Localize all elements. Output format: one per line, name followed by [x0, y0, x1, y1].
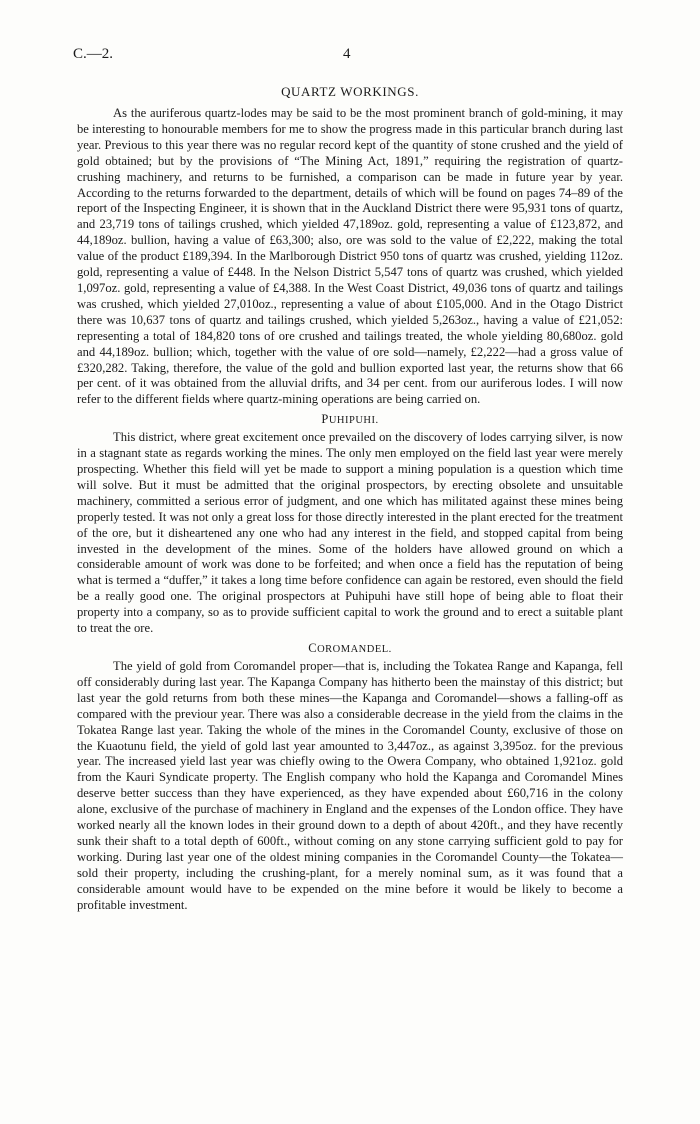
- paragraph-coromandel: The yield of gold from Coromandel proper—that is, including the Tokatea Range and Kapanga, fell off considerably during last year. The Kapanga Company has hitherto been the mainstay of this district; but last year the gold returns from both these mines—the Kapanga and Coromandel—shows a falling-off as compared with the previour year. There was also a considerable decrease in the yield from the claims in the Tokatea Range last year. Taking the whole of the mines in the Coromandel County, exclusive of those on the Kuaotunu field, the yield of gold last year amounted to 3,447oz., as against 3,395oz. for the previous year. The increased yield last year was chiefly owing to the Owera Company, who obtained 1,921oz. gold from the Kauri Syndicate property. The English company who hold the Kapanga and Coromandel Mines deserve better success than they have experienced, as they have expended about £60,716 in the colony alone, exclusive of the purchase of machinery in England and the expenses of the London office. They have worked nearly all the known lodes in their ground down to a depth of about 420ft., and they have recently sunk their shaft to a total depth of 600ft., without coming on any stone carrying sufficient gold to pay for working. During last year one of the oldest mining companies in the Coromandel County—the Tokatea—sold their property, including the crushing-plant, for a merely nominal sum, as it was found that a considerable amount would have to be expended on the mine before it would be likely to become a profitable investment.: [77, 659, 623, 912]
- section-heading-puhipuhi: [77, 412, 623, 427]
- page-number: 4: [343, 46, 351, 62]
- document-reference: C.—2.: [73, 46, 114, 62]
- paragraph-quartz-workings: As the auriferous quartz-lodes may be said to be the most prominent branch of gold-mining, it may be interesting to honourable members for me to show the progress made in this particular branch during last year. Previous to this year there was no regular record kept of the quantity of stone crushed and the yield of gold obtained; but by the provisions of “The Mining Act, 1891,” requiring the registration of quartz-crushing machinery, and returns to be furnished, a comparison can be made in future year by year. According to the returns forwarded to the department, details of which will be found on pages 74–89 of the report of the Inspecting Engineer, it is shown that in the Auckland District there were 95,931 tons of quartz, and 23,719 tons of tailings crushed, which yielded 47,189oz. gold, representing a value of £123,872, and 44,189oz. bullion, having a value of £63,300; also, ore was sold to the value of £2,222, making the total value of the product £189,394. In the Marlborough District 950 tons of quartz was crushed, yielding 112oz. gold, representing a value of £448. In the Nelson District 5,547 tons of quartz was crushed, which yielded 1,097oz. gold, representing a value of £4,388. In the West Coast District, 49,036 tons of quartz and tailings was crushed, which yielded 27,010oz., representing a value of about £105,000. And in the Otago District there was 10,637 tons of quartz and tailings crushed, which yielded 5,263oz., having a value of £21,052: representing a total of 184,820 tons of ore crushed and tailings treated, the whole yielding 80,680oz. gold and 44,189oz. bullion; which, together with the value of ore sold—namely, £2,222—had a gross value of £320,282. Taking, therefore, the value of the gold and bullion exported last year, the returns show that 66 per cent. of it was obtained from the alluvial drifts, and 34 per cent. from our auriferous lodes. I will now refer to the different fields where quartz-mining operations are being carried on.: [77, 106, 623, 407]
- section-title-quartz-workings: QUARTZ WORKINGS.: [281, 84, 419, 99]
- paragraph-puhipuhi: This district, where great excitement once prevailed on the discovery of lodes carrying silver, is now in a stagnant state as regards working the mines. The only men employed on the field last year were merely prospecting. Whether this field will yet be made to support a mining population is a question which time will solve. But it must be admitted that the original prospectors, by erecting obsolete and unsuitable machinery, committed a serious error of judgment, and one which has militated against these mines being properly tested. It was not only a great loss for those directly interested in the plant erected for the treatment of the ore, but it disheartened any one who had any interest in the field, and stopped capital from being invested in the development of the mines. Some of the holders have allowed ground on which a considerable amount of work was done to be forfeited; and when once a field has the reputation of being what is termed a “duffer,” it takes a long time before confidence can again be restored, even should the field be a really good one. The original prospectors at Puhipuhi have still hope of being able to float their property into a company, so as to provide sufficient capital to work the ground and to erect a suitable plant to treat the ore.: [77, 430, 623, 636]
- heading-rest: OROMANDEL.: [317, 644, 392, 655]
- heading-initial: C: [308, 641, 318, 655]
- document-page: [73, 46, 623, 914]
- heading-initial: P: [321, 412, 329, 427]
- heading-rest: UHIPUHI.: [328, 415, 379, 427]
- page-header: [73, 46, 623, 68]
- section-heading-coromandel: [77, 641, 623, 656]
